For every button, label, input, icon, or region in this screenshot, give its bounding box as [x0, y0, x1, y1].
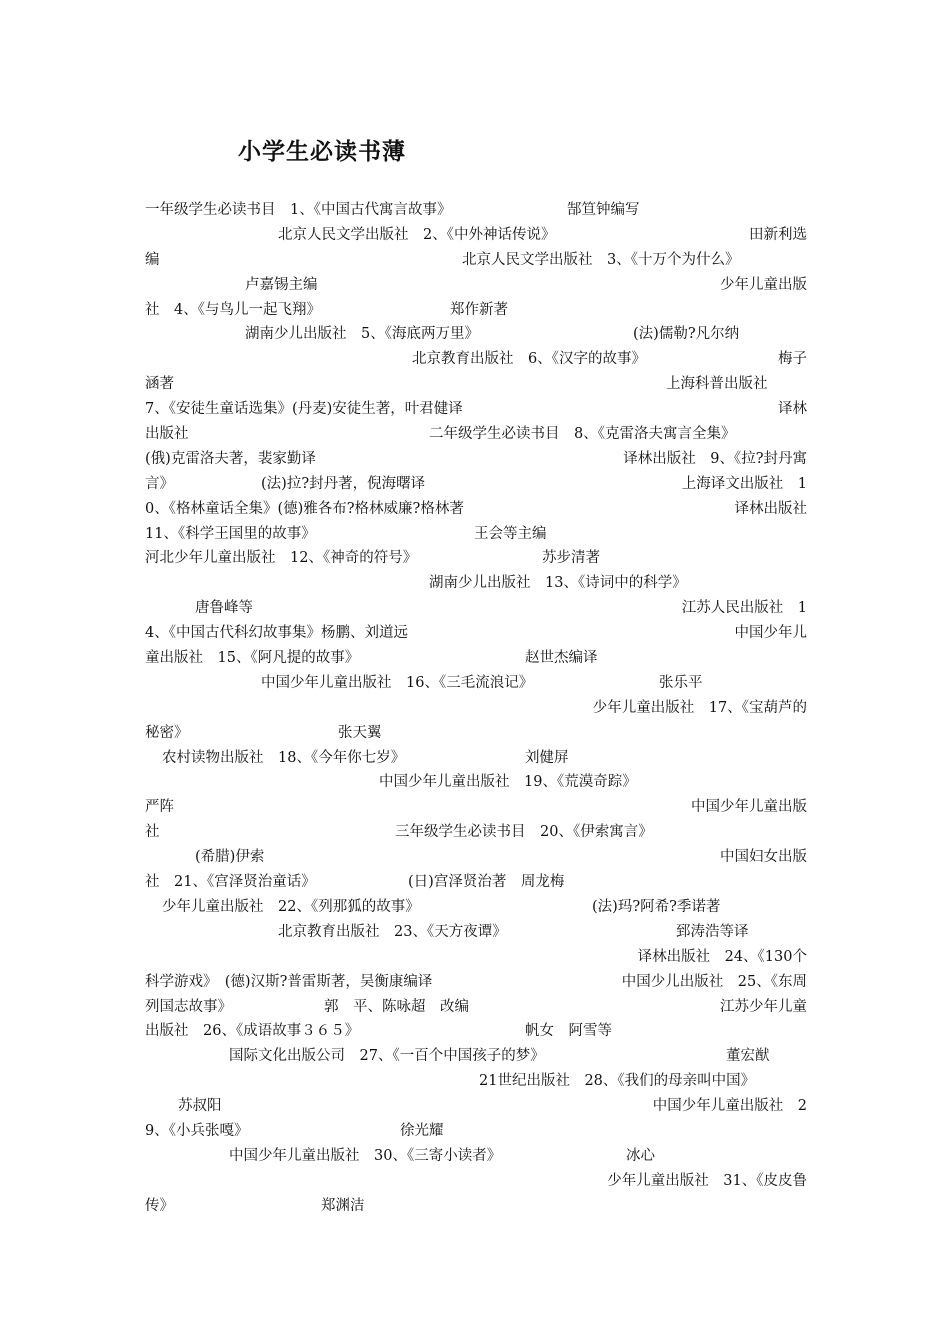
text-segment: 河北少年儿童出版社 12、《神奇的符号》 — [145, 550, 418, 567]
text-segment: 上海译文出版社 1 — [681, 475, 807, 492]
text-segment: 北京教育出版社 23、《天方夜谭》 — [278, 923, 507, 940]
text-segment: 科学游戏》 (德)汉斯?普雷斯著，吴衡康编译 — [145, 973, 433, 990]
text-line — [145, 273, 807, 298]
text-line — [145, 995, 807, 1020]
text-segment: 王会等主编 — [474, 525, 547, 542]
text-segment: 刘健屏 — [525, 749, 569, 766]
text-line — [145, 696, 807, 721]
text-segment: 中国少年儿童出版社 2 — [652, 1098, 807, 1115]
text-segment: 0、《格林童话全集》(德)雅各布?格林威廉?格林著 — [145, 500, 464, 517]
text-segment: 北京人民文学出版社 3、《十万个为什么》 — [462, 251, 740, 268]
text-line — [145, 1169, 807, 1194]
text-segment: 译林出版社 — [734, 500, 807, 517]
text-line — [145, 721, 807, 746]
text-line — [145, 870, 807, 895]
text-segment: 湖南少儿出版社 5、《海底两万里》 — [245, 326, 479, 343]
text-segment: 郑作新著 — [450, 301, 508, 318]
text-segment: 上海科普出版社 — [666, 376, 768, 393]
text-segment: 4、《中国古代科幻故事集》杨鹏、刘道远 — [145, 625, 408, 642]
text-segment: (法)拉?封丹著，倪海曙译 — [261, 475, 426, 492]
text-segment: 郑渊洁 — [321, 1197, 365, 1214]
text-segment: (俄)克雷洛夫著，裴家勤译 — [145, 450, 316, 467]
text-segment: 21世纪出版社 28、《我们的母亲叫中国》 — [479, 1073, 756, 1090]
text-segment: 社 4、《与鸟儿一起飞翔》 — [145, 301, 321, 318]
text-line — [145, 1119, 807, 1144]
text-segment: 言》 — [145, 475, 174, 492]
text-line — [145, 1094, 807, 1119]
text-line — [145, 1019, 807, 1044]
text-line — [145, 497, 807, 522]
text-segment: 冰心 — [626, 1147, 655, 1164]
text-segment: 译林 — [778, 401, 807, 418]
text-segment: 9、《小兵张嘎》 — [145, 1122, 249, 1139]
text-line — [145, 646, 807, 671]
text-line — [145, 347, 807, 372]
text-segment: 农村读物出版社 18、《今年你七岁》 — [162, 749, 406, 766]
text-line — [145, 322, 807, 347]
text-segment: 田新利选 — [749, 226, 807, 243]
text-segment: 二年级学生必读书目 8、《克雷洛夫寓言全集》 — [429, 426, 736, 443]
text-segment: 梅子 — [778, 351, 807, 368]
text-line — [145, 522, 807, 547]
text-segment: 少年儿童出版社 31、《皮皮鲁 — [607, 1172, 807, 1189]
text-segment: 中国少儿出版社 25、《东周 — [621, 973, 807, 990]
text-segment: 严阵 — [145, 799, 174, 816]
text-segment: 出版社 26、《成语故事３６５》 — [145, 1023, 360, 1040]
text-segment: 编 — [145, 251, 160, 268]
text-line — [145, 820, 807, 845]
text-segment: (日)宫泽贤治著 周龙梅 — [408, 874, 565, 891]
text-segment: 赵世杰编译 — [525, 650, 598, 667]
text-segment: 江苏人民出版社 1 — [681, 600, 807, 617]
document-title: 小学生必读书薄 — [238, 138, 406, 165]
text-segment: 湖南少儿出版社 13、《诗词中的科学》 — [429, 575, 687, 592]
text-line — [145, 1144, 807, 1169]
text-segment: 中国少年儿童出版社 16、《三毛流浪记》 — [261, 674, 534, 691]
text-line — [145, 223, 807, 248]
text-line — [145, 596, 807, 621]
text-line — [145, 795, 807, 820]
text-segment: 苏叔阳 — [178, 1098, 222, 1115]
text-segment: 童出版社 15、《阿凡提的故事》 — [145, 650, 360, 667]
text-segment: 卢嘉锡主编 — [245, 276, 318, 293]
text-segment: 郅涛浩等译 — [676, 923, 749, 940]
text-line — [145, 248, 807, 273]
text-line — [145, 746, 807, 771]
text-segment: 张乐平 — [659, 674, 703, 691]
text-line — [145, 770, 807, 795]
text-segment: 北京人民文学出版社 2、《中外神话传说》 — [278, 226, 556, 243]
text-segment: 董宏猷 — [726, 1048, 770, 1065]
text-segment: 国际文化出版公司 27、《一百个中国孩子的梦》 — [229, 1048, 545, 1065]
text-segment: 出版社 — [145, 426, 189, 443]
text-segment: 郭 平、陈咏超 改编 — [324, 998, 469, 1015]
text-segment: 涵著 — [145, 376, 174, 393]
text-segment: 少年儿童出版社 22、《列那狐的故事》 — [162, 898, 420, 915]
text-segment: (法)儒勒?凡尔纳 — [633, 326, 740, 343]
text-segment: 张天翼 — [338, 724, 382, 741]
text-segment: 中国妇女出版 — [720, 849, 807, 866]
text-segment: 中国少年儿童出版社 19、《荒漠奇踪》 — [379, 774, 637, 791]
text-line — [145, 895, 807, 920]
text-segment: 列国志故事》 — [145, 998, 232, 1015]
text-segment: 帆女 阿雪等 — [525, 1023, 612, 1040]
text-line — [145, 970, 807, 995]
text-segment: 中国少年儿童出版 — [691, 799, 807, 816]
text-line — [145, 546, 807, 571]
text-segment: (法)玛?阿希?季诺著 — [592, 898, 721, 915]
text-line — [145, 845, 807, 870]
text-segment: 中国少年儿 — [734, 625, 807, 642]
text-line — [145, 472, 807, 497]
text-line — [145, 945, 807, 970]
text-segment: 北京教育出版社 6、《汉字的故事》 — [412, 351, 646, 368]
text-line — [145, 422, 807, 447]
text-line — [145, 397, 807, 422]
text-line — [145, 1194, 807, 1219]
text-segment: 传》 — [145, 1197, 174, 1214]
text-segment: 社 21、《宫泽贤治童话》 — [145, 874, 316, 891]
text-segment: (希腊)伊索 — [195, 849, 265, 866]
text-line — [145, 671, 807, 696]
text-segment: 译林出版社 24、《130个 — [637, 948, 807, 965]
text-line — [145, 298, 807, 323]
text-line — [145, 372, 807, 397]
text-segment: 苏步清著 — [542, 550, 600, 567]
text-line — [145, 920, 807, 945]
text-segment: 郜笪钟编写 — [567, 202, 640, 218]
text-segment: 少年儿童出版社 17、《宝葫芦的 — [592, 699, 807, 716]
text-segment: 11、《科学王国里的故事》 — [145, 525, 316, 542]
text-line — [145, 1044, 807, 1069]
text-segment: 三年级学生必读书目 20、《伊索寓言》 — [395, 824, 653, 841]
text-segment: 唐鲁峰等 — [195, 600, 253, 617]
text-line — [145, 198, 807, 223]
text-line — [145, 447, 807, 472]
text-segment: 秘密》 — [145, 724, 189, 741]
text-segment: 中国少年儿童出版社 30、《三寄小读者》 — [229, 1147, 502, 1164]
text-segment: 7、《安徒生童话选集》(丹麦)安徒生著，叶君健译 — [145, 401, 463, 418]
text-segment: 徐光耀 — [400, 1122, 444, 1139]
text-line — [145, 571, 807, 596]
text-line — [145, 1069, 807, 1094]
book-list — [145, 198, 807, 1219]
text-segment: 一年级学生必读书目 1、《中国古代寓言故事》 — [145, 202, 452, 218]
text-segment: 社 — [145, 824, 160, 841]
text-line — [145, 621, 807, 646]
text-segment: 江苏少年儿童 — [720, 998, 807, 1015]
text-segment: 译林出版社 9、《拉?封丹寓 — [623, 450, 807, 467]
text-segment: 少年儿童出版 — [720, 276, 807, 293]
